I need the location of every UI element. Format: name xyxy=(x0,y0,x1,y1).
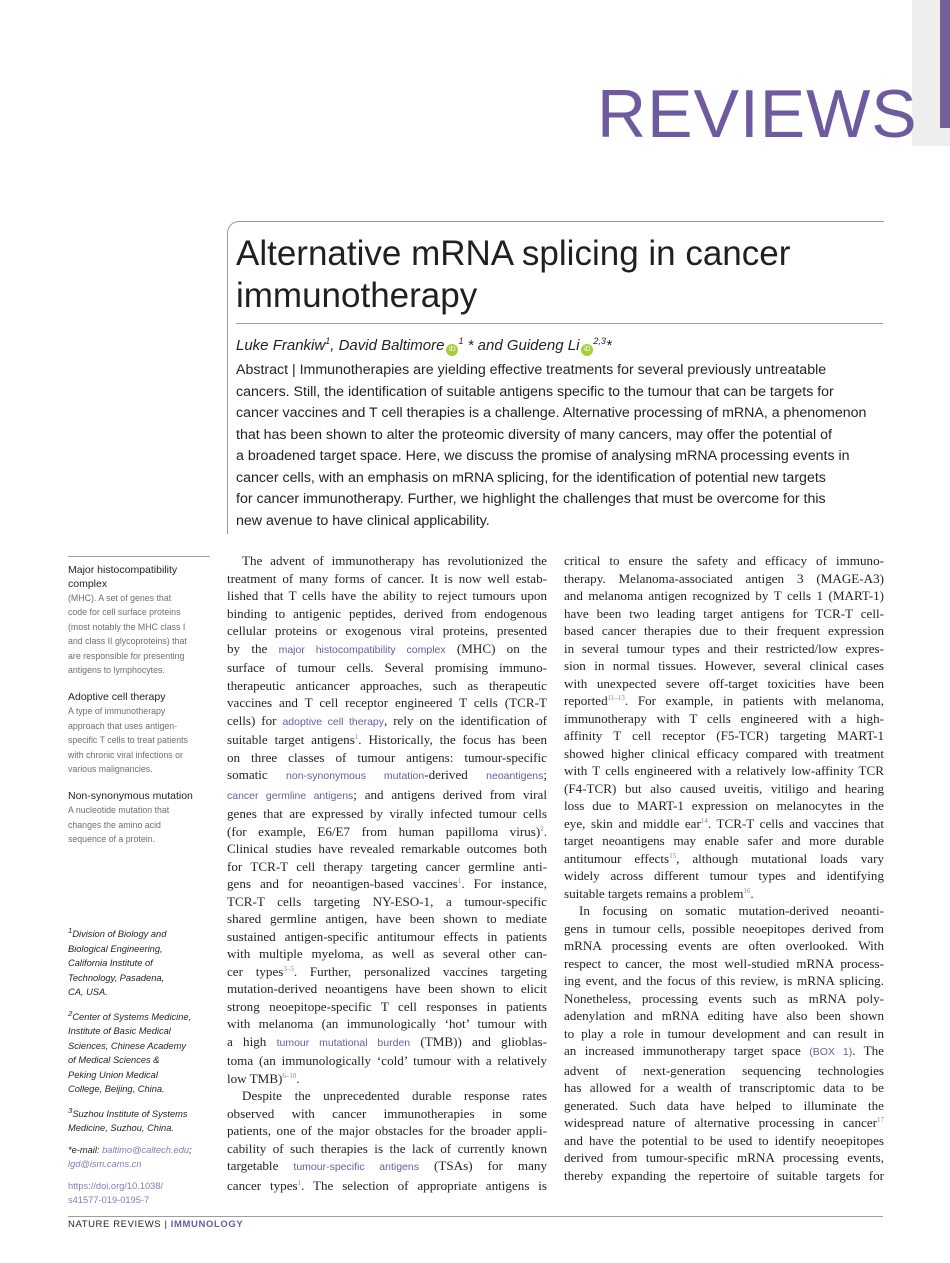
abstract xyxy=(236,360,891,532)
section-tab-marker xyxy=(912,0,950,146)
body-line: binding to antigenic peptides, derived from endogenous xyxy=(227,605,547,621)
affiliation xyxy=(68,924,213,1000)
body-line: Nonetheless, processing events such as mRNA poly- xyxy=(564,990,884,1006)
text-run: . TCR-T cells and vaccines that xyxy=(707,815,884,831)
citation-ref[interactable]: 17 xyxy=(877,1116,884,1124)
orcid-icon[interactable]: iD xyxy=(446,344,458,356)
body-line: loss due to MART-1 expression on melanocytes in the xyxy=(564,798,884,813)
body-line: vaccines and T cell receptor engineered T cells (TCR-T xyxy=(227,695,547,710)
author-name: David Baltimore xyxy=(338,337,445,354)
body-line: adenylation and mRNA editing have also been shown xyxy=(564,1008,884,1023)
body-line xyxy=(227,731,547,749)
text-run: gens and for neoantigen-based vaccines xyxy=(227,876,458,891)
affiliation-line xyxy=(68,1104,213,1122)
citation-ref[interactable]: 2 xyxy=(540,824,544,833)
text-run: . For instance, xyxy=(461,876,547,891)
glossary-term xyxy=(68,690,210,704)
body-line: therapy. Melanoma-associated antigen 3 (MAGE-A3) xyxy=(564,570,884,586)
body-line xyxy=(564,885,884,903)
body-line: Clinical studies have revealed remarkable outcomes both xyxy=(227,841,547,856)
citation-ref[interactable]: 1 xyxy=(354,733,359,741)
page-footer xyxy=(68,1219,243,1230)
body-line: shared germline antigen, have been shown to mediate xyxy=(227,911,547,926)
body-line xyxy=(227,786,547,806)
affiliation-line: Peking Union Medical xyxy=(68,1069,158,1080)
body-line: genes that are expressed by virally infected tumour cells xyxy=(227,806,547,821)
body-line: on three classes of tumour antigens: tumour-specific xyxy=(227,749,547,765)
glossary-term-link[interactable]: tumour mutational burden xyxy=(276,1036,411,1049)
affiliation-line: Technology, Pasadena, xyxy=(68,972,165,983)
body-line: respect to cancer, the most well-studied mRNA process- xyxy=(564,955,884,971)
abstract-line: Abstract | Immunotherapies are yielding effective treatments for several previously untreatable xyxy=(236,362,827,378)
body-line: and melanoma antigen recognized by T cells 1 (MART-1) xyxy=(564,588,884,603)
abstract-line: for cancer immunotherapy. Further, we highlight the challenges that must be overcome for this xyxy=(236,491,826,507)
body-line xyxy=(227,875,547,893)
abstract-line: that has been shown to alter the proteomic diversity of many cancers, may offer the potential of xyxy=(236,426,832,443)
glossary-definition xyxy=(68,704,210,776)
glossary-term-line: Non-synonymous mutation xyxy=(68,790,193,803)
affil-ref: 2,3 xyxy=(593,336,606,346)
glossary-def-line: (most notably the MHC class I xyxy=(68,621,186,632)
citation-ref[interactable]: 14 xyxy=(700,816,708,825)
text-run: cells) for xyxy=(227,712,283,728)
glossary-def-line: code for cell surface proteins xyxy=(68,607,181,618)
text-run: a high xyxy=(227,1033,277,1049)
body-line: with T cells engineered with a relatively low-affinity TCR xyxy=(564,763,884,778)
footer-divider xyxy=(68,1216,883,1217)
affiliation-line: Sciences, Chinese Academy xyxy=(68,1040,186,1051)
body-line: has allowed for a wealth of transcriptomic data to be xyxy=(564,1080,884,1095)
body-line: generated. Such data have helped to illuminate the xyxy=(564,1097,884,1113)
body-line xyxy=(227,712,547,732)
affiliation xyxy=(68,1104,213,1136)
text-run: . Historically, the focus has been xyxy=(358,732,547,747)
citation-ref[interactable]: 11–13 xyxy=(607,694,625,702)
affil-sup: 1 xyxy=(68,926,73,935)
affiliations xyxy=(68,924,213,1208)
body-line xyxy=(227,1033,547,1053)
text-run: . The selection of appropriate antigens is xyxy=(301,1177,547,1193)
affiliation-line: California Institute of xyxy=(68,958,153,969)
text-run: . xyxy=(750,885,754,901)
text-run: (TMB)) and glioblas- xyxy=(410,1033,548,1049)
glossary-entry xyxy=(68,690,210,776)
affiliation-line xyxy=(68,924,213,942)
body-line xyxy=(227,1177,547,1195)
body-line: ing event, and the focus of this review, is mRNA splicing. xyxy=(564,973,884,988)
text-run: suitable target antigens xyxy=(227,732,355,747)
body-line: patients, one of the major obstacles for the broader appli- xyxy=(227,1123,547,1138)
glossary-def-line: various malignancies. xyxy=(68,764,153,775)
body-line: with unexpected severe off-target toxicities have been xyxy=(564,675,884,691)
text-run: (MHC) on the xyxy=(445,640,548,656)
body-line: In focusing on somatic mutation-derived neoanti- xyxy=(579,903,884,918)
glossary-definition xyxy=(68,591,210,677)
body-line: with melanoma (an immunologically ‘hot’ tumour with xyxy=(227,1016,547,1031)
citation-ref[interactable]: 3–5 xyxy=(283,964,294,973)
text-run: (for example, E6/E7 from human papilloma virus) xyxy=(227,823,541,839)
section-label: REVIEWS xyxy=(597,76,918,152)
citation-ref[interactable]: 15 xyxy=(669,851,677,860)
body-line: immunotherapy with T cells engineered with a high- xyxy=(564,710,884,726)
text-run: by the xyxy=(227,640,279,656)
body-line: widely across different tumour types and identifying xyxy=(564,868,884,883)
body-line: have been two leading target antigens for TCR-T cell- xyxy=(564,605,884,621)
text-run: . Further, personalized vaccines targeting xyxy=(293,963,547,979)
email-link[interactable]: baltimo@caltech.edu xyxy=(102,1144,190,1155)
body-line: affinity T cell receptor (F5-TCR) targeting MART-1 xyxy=(564,728,884,743)
body-line xyxy=(227,1070,547,1088)
glossary-term-link[interactable]: neoantigens xyxy=(486,770,544,782)
text-run: ; and antigens derived from viral xyxy=(353,786,547,802)
glossary-term-link[interactable]: non-synonymous mutation xyxy=(286,770,425,782)
glossary-def-line: and class II glycoproteins) that xyxy=(68,636,187,647)
body-line: gens in tumour cells, possible neoepitopes derived from xyxy=(564,920,884,936)
text-run: . xyxy=(543,823,547,839)
article-title xyxy=(236,233,876,317)
text-run: , rely on the identification of xyxy=(384,712,547,728)
text-run: eye, skin and middle ear xyxy=(564,815,701,831)
affiliation-text: Center of Systems Medicine, xyxy=(72,1011,192,1022)
text-run: (TSAs) for many xyxy=(418,1158,547,1173)
body-line: with multiple myeloma, as well as several other can- xyxy=(227,946,547,961)
text-run: targetable xyxy=(227,1158,294,1173)
affiliation-line xyxy=(68,1007,213,1025)
title-line: Alternative mRNA splicing in cancer xyxy=(236,234,791,273)
journal-name: NATURE REVIEWS xyxy=(68,1219,162,1230)
affil-ref: 1 xyxy=(458,336,464,346)
text-run: -derived xyxy=(424,767,487,782)
body-line: surface of tumour cells. Several promising immuno- xyxy=(227,660,547,675)
text-run: reported xyxy=(564,693,608,708)
corresponding-mark: * xyxy=(605,337,612,354)
abstract-line: new avenue to have clinical applicability. xyxy=(236,512,490,529)
body-line xyxy=(227,963,547,981)
glossary-entry xyxy=(68,563,210,677)
text-run: widespread nature of alternative processing in cancer xyxy=(564,1115,877,1130)
body-line xyxy=(564,1042,884,1062)
glossary-def-line: changes the amino acid xyxy=(68,819,161,830)
glossary-def-line: specific T cells to treat patients xyxy=(68,735,188,746)
email-separator: ; xyxy=(189,1144,192,1155)
body-line: critical to ensure the safety and efficacy of immuno- xyxy=(564,553,884,568)
body-line: toma (an immunologically ‘cold’ tumour with a relatively xyxy=(227,1053,547,1068)
body-line: and have the potential to be used to identify neoepitopes xyxy=(564,1132,884,1148)
body-line: lished that T cells have the ability to reject tumours upon xyxy=(227,588,547,603)
citation-ref[interactable]: 1 xyxy=(457,877,462,885)
body-line: The advent of immunotherapy has revolutionized the xyxy=(242,553,547,568)
email-link[interactable]: lgd@ism.cams.cn xyxy=(68,1159,142,1170)
affiliation-line: Biological Engineering, xyxy=(68,943,163,954)
box-reference-link[interactable]: (BOX 1) xyxy=(809,1046,853,1058)
text-run: an increased immunotherapy target space xyxy=(564,1043,810,1058)
affil-sup: 2 xyxy=(68,1008,73,1018)
body-line: showed higher clinical efficacy compared with treatment xyxy=(564,745,884,761)
glossary-term-link[interactable]: adoptive cell therapy xyxy=(282,715,385,728)
body-line: in several tumour types and their restricted/low expres- xyxy=(564,640,884,656)
affiliation-line: Medicine, Suzhou, China. xyxy=(68,1123,174,1134)
section-tab-bar xyxy=(940,0,950,128)
text-run: low TMB) xyxy=(227,1070,283,1086)
affiliation-line: of Medical Sciences & xyxy=(68,1055,160,1066)
glossary-term xyxy=(68,789,210,803)
text-run: cancer types xyxy=(227,1177,298,1193)
affil-ref: 1 xyxy=(325,336,331,346)
text-run: antitumour effects xyxy=(564,850,670,866)
body-line: based cancer therapies due to their frequent expression xyxy=(564,623,884,638)
abstract-line: cancer vaccines and T cell therapies is a challenge. Alternative processing of mRNA, a phenomenon xyxy=(236,405,867,421)
affiliation-text: Suzhou Institute of Systems xyxy=(72,1108,188,1119)
text-run: . The xyxy=(852,1043,884,1058)
title-divider xyxy=(236,323,883,324)
glossary-def-line: are responsible for presenting xyxy=(68,650,185,661)
glossary-def-line: A nucleotide mutation that xyxy=(68,805,170,816)
body-line xyxy=(564,850,884,868)
body-line: sion in normal tissues. However, several clinical cases xyxy=(564,658,884,673)
glossary-def-line: (MHC). A set of genes that xyxy=(68,593,172,603)
body-line xyxy=(227,1157,547,1177)
body-line: sustained antigen-specific antitumour effects in patients xyxy=(227,928,547,944)
body-line: strong neoepitope-specific T cell responses in patients xyxy=(227,998,547,1014)
text-run: ; xyxy=(543,767,548,782)
glossary-def-line: approach that uses antigen- xyxy=(68,720,178,731)
body-line: advent of next-generation sequencing technologies xyxy=(564,1062,884,1078)
citation-ref[interactable]: 16 xyxy=(743,886,751,895)
text-run: , although mutational loads vary xyxy=(676,850,884,866)
glossary-term-line: complex xyxy=(68,578,108,590)
footer-separator: | xyxy=(161,1219,171,1230)
body-line xyxy=(227,823,547,841)
body-line: mutation-derived neoantigens have been shown to elicit xyxy=(227,981,547,996)
body-line: TCR-T cells targeting NY-ESO-1, a tumour-specific xyxy=(227,893,547,909)
email-line xyxy=(68,1157,213,1172)
body-line: observed with cancer immunotherapies in some xyxy=(227,1105,547,1121)
glossary-entry xyxy=(68,789,210,846)
glossary-def-line: with chronic viral infections or xyxy=(68,749,183,760)
doi-line: s41577-019-0195-7 xyxy=(68,1195,150,1206)
orcid-icon[interactable]: iD xyxy=(581,344,593,356)
glossary-term-link[interactable]: cancer germline antigens xyxy=(227,789,354,802)
body-line: thereby expanding the repertoire of suitable targets for xyxy=(564,1167,884,1183)
glossary-definition xyxy=(68,803,210,846)
body-line xyxy=(564,692,884,710)
author-name: Guideng Li xyxy=(506,337,580,354)
journal-section: IMMUNOLOGY xyxy=(170,1219,244,1230)
glossary-def-line: A type of immunotherapy xyxy=(68,706,166,717)
body-line: therapeutic anticancer approaches, such as therapeutic xyxy=(227,677,547,693)
glossary-divider xyxy=(68,556,210,557)
affil-sup: 3 xyxy=(68,1105,73,1115)
body-line xyxy=(227,640,547,660)
body-column-right xyxy=(564,552,884,1184)
glossary-term-link[interactable]: tumour-specific antigens xyxy=(293,1161,419,1173)
abstract-line: cancers. Still, the identification of suitable antigens specific to the tumour that can be targets for xyxy=(236,383,834,400)
text-run: somatic xyxy=(227,767,287,782)
author-name: Luke Frankiw xyxy=(236,337,326,354)
body-line: cability of such therapies is the lack of currently known xyxy=(227,1140,547,1156)
body-line: to play a role in tumour development and can result in xyxy=(564,1025,884,1041)
text-run: . For example, in patients with melanoma, xyxy=(624,693,884,708)
body-line: mRNA processing events are often overlooked. With xyxy=(564,938,884,953)
glossary-term-line: Major histocompatibility xyxy=(68,564,178,576)
citation-ref[interactable]: 1 xyxy=(297,1178,302,1187)
affiliation-line: CA, USA. xyxy=(68,987,108,998)
glossary-term-line: Adoptive cell therapy xyxy=(68,691,166,704)
body-line xyxy=(564,815,884,833)
body-column-left xyxy=(227,552,547,1194)
body-line: Despite the unprecedented durable response rates xyxy=(242,1088,547,1103)
abstract-line: a broadened target space. Here, we discuss the promise of analysing mRNA processing events in xyxy=(236,448,850,464)
author-list: Luke Frankiw$^1$, David Baltimore $iD^1$ * and Guideng Li iD$^{2,3}$* xyxy=(236,336,612,354)
text-run: suitable targets remains a problem xyxy=(564,885,744,901)
body-line: target neoantigens may enable safer and more durable xyxy=(564,833,884,848)
text-run: cer types xyxy=(227,963,284,979)
abstract-line: cancer cells, with an emphasis on mRNA splicing, for the identification of potential new targets xyxy=(236,469,826,486)
doi-line: https://doi.org/10.1038/ xyxy=(68,1180,164,1191)
body-line xyxy=(564,1114,884,1132)
corresponding-mark: * xyxy=(467,337,474,354)
title-line: immunotherapy xyxy=(236,276,478,315)
affiliation-text: Division of Biology and xyxy=(72,929,167,940)
body-line xyxy=(227,766,547,786)
contact-email xyxy=(68,1143,213,1172)
body-line: cellular proteins or exogenous viral proteins, presented xyxy=(227,623,547,638)
body-line: treatment of many forms of cancer. It is now well estab- xyxy=(227,570,547,586)
glossary-term-link[interactable]: major histocompatibility complex xyxy=(278,643,446,656)
text-run: . xyxy=(296,1070,300,1086)
citation-ref[interactable]: 6–10 xyxy=(282,1071,297,1080)
glossary-term xyxy=(68,563,210,591)
affiliation-line: Institute of Basic Medical xyxy=(68,1026,171,1037)
doi-link[interactable] xyxy=(68,1179,213,1208)
body-line: derived from tumour-specific mRNA processing events, xyxy=(564,1150,884,1165)
email-line xyxy=(68,1143,213,1158)
author-connector: and xyxy=(477,337,503,354)
affiliation-line: College, Beijing, China. xyxy=(68,1084,165,1095)
body-line: (F4-TCR) but also caused uveitis, vitiligo and hearing xyxy=(564,780,884,796)
body-line: for TCR-T cell therapy targeting cancer germline anti- xyxy=(227,858,547,874)
glossary-sidebar xyxy=(68,556,210,860)
glossary-def-line: sequence of a protein. xyxy=(68,834,156,845)
email-prefix: *e-mail: xyxy=(68,1144,103,1155)
affiliation xyxy=(68,1007,213,1097)
glossary-def-line: antigens to lymphocytes. xyxy=(68,665,165,676)
